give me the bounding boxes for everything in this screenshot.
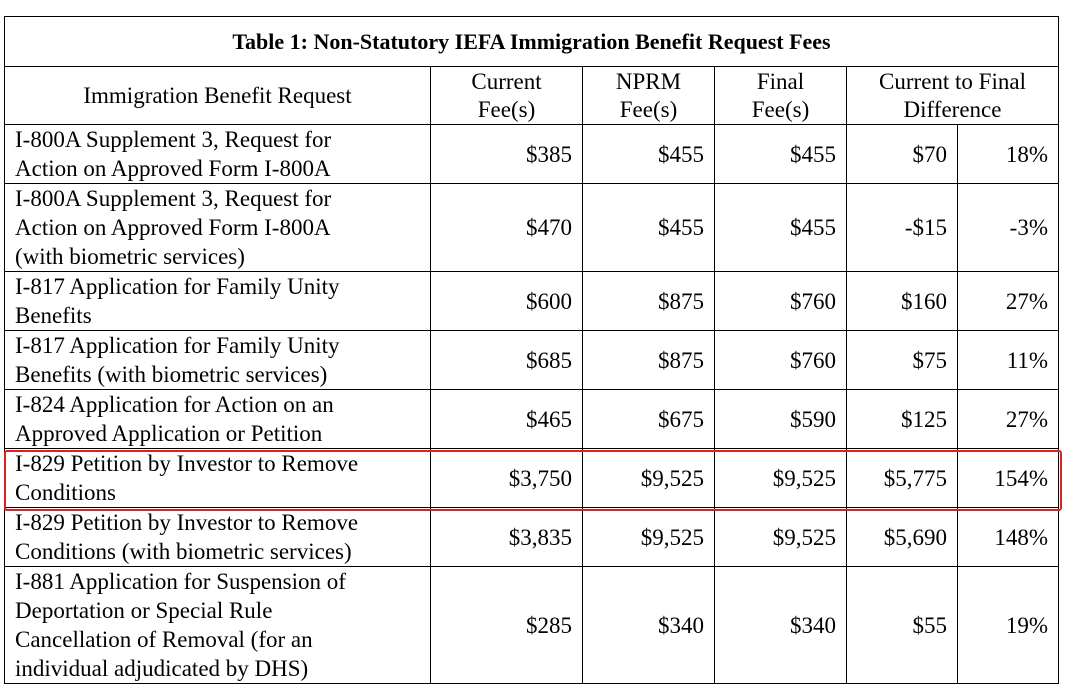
- request-line: I-817 Application for Family Unity: [15, 274, 340, 299]
- difference-amount-cell: $5,775: [847, 449, 958, 508]
- difference-percent-cell: 154%: [958, 449, 1059, 508]
- request-cell: [5, 184, 431, 272]
- request-line: Conditions: [15, 480, 116, 505]
- table-header-row: [5, 67, 1059, 125]
- header-difference-line-1: Current to Final: [879, 68, 1026, 94]
- final-fee-cell: $9,525: [715, 449, 847, 508]
- request-line: Action on Approved Form I-800A: [15, 215, 331, 240]
- table-row: [5, 184, 1059, 272]
- nprm-fee-cell: $340: [583, 567, 715, 684]
- request-cell: [5, 390, 431, 449]
- difference-amount-cell: $125: [847, 390, 958, 449]
- request-line: I-800A Supplement 3, Request for: [15, 127, 332, 152]
- nprm-fee-cell: $9,525: [583, 449, 715, 508]
- request-cell: [5, 508, 431, 567]
- request-line: Deportation or Special Rule: [15, 598, 273, 623]
- final-fee-cell: $590: [715, 390, 847, 449]
- header-nprm-line-2: Fee(s): [619, 96, 678, 122]
- table-title: Table 1: Non-Statutory IEFA Immigration Benefit Request Fees: [5, 17, 1059, 67]
- table-row: [5, 508, 1059, 567]
- request-cell: [5, 449, 431, 508]
- table-row: [5, 390, 1059, 449]
- fee-table-container: [4, 16, 1059, 684]
- difference-percent-cell: 27%: [958, 390, 1059, 449]
- final-fee-cell: $455: [715, 184, 847, 272]
- nprm-fee-cell: $9,525: [583, 508, 715, 567]
- table-row-highlighted: [5, 449, 1059, 508]
- difference-percent-cell: 148%: [958, 508, 1059, 567]
- nprm-fee-cell: $875: [583, 272, 715, 331]
- request-line: Approved Application or Petition: [15, 421, 323, 446]
- current-fee-cell: $600: [431, 272, 583, 331]
- current-fee-cell: $3,835: [431, 508, 583, 567]
- final-fee-cell: $760: [715, 331, 847, 390]
- difference-amount-cell: $55: [847, 567, 958, 684]
- table-row: [5, 125, 1059, 184]
- header-nprm-line-1: NPRM: [615, 68, 682, 94]
- request-line: Benefits (with biometric services): [15, 362, 328, 387]
- difference-percent-cell: -3%: [958, 184, 1059, 272]
- final-fee-cell: $9,525: [715, 508, 847, 567]
- final-fee-cell: $455: [715, 125, 847, 184]
- nprm-fee-cell: $875: [583, 331, 715, 390]
- final-fee-cell: $760: [715, 272, 847, 331]
- header-current-fee: [431, 67, 583, 125]
- request-line: I-829 Petition by Investor to Remove: [15, 510, 359, 535]
- current-fee-cell: $3,750: [431, 449, 583, 508]
- header-nprm-fee: [583, 67, 715, 125]
- request-line: Action on Approved Form I-800A: [15, 156, 331, 181]
- difference-amount-cell: $70: [847, 125, 958, 184]
- difference-amount-cell: $160: [847, 272, 958, 331]
- table-row: [5, 567, 1059, 684]
- request-cell: [5, 272, 431, 331]
- difference-percent-cell: 27%: [958, 272, 1059, 331]
- request-cell: [5, 331, 431, 390]
- header-final-line-2: Fee(s): [751, 96, 810, 122]
- difference-percent-cell: 11%: [958, 331, 1059, 390]
- current-fee-cell: $285: [431, 567, 583, 684]
- table-row: [5, 272, 1059, 331]
- nprm-fee-cell: $455: [583, 125, 715, 184]
- current-fee-cell: $465: [431, 390, 583, 449]
- header-final-fee: [715, 67, 847, 125]
- header-difference-line-2: Difference: [903, 96, 1002, 122]
- table-row: [5, 331, 1059, 390]
- header-difference: [847, 67, 1059, 125]
- header-current-line-2: Fee(s): [477, 96, 536, 122]
- request-cell: [5, 125, 431, 184]
- difference-amount-cell: $5,690: [847, 508, 958, 567]
- difference-amount-cell: $75: [847, 331, 958, 390]
- final-fee-cell: $340: [715, 567, 847, 684]
- difference-amount-cell: -$15: [847, 184, 958, 272]
- current-fee-cell: $685: [431, 331, 583, 390]
- request-line: I-800A Supplement 3, Request for: [15, 186, 332, 211]
- request-line: I-824 Application for Action on an: [15, 392, 334, 417]
- request-line: I-881 Application for Suspension of: [15, 569, 346, 594]
- request-line: I-829 Petition by Investor to Remove: [15, 451, 359, 476]
- fee-table: [4, 16, 1059, 684]
- request-line: I-817 Application for Family Unity: [15, 333, 340, 358]
- request-line: (with biometric services): [15, 244, 245, 269]
- request-line: Conditions (with biometric services): [15, 539, 352, 564]
- header-current-line-1: Current: [471, 68, 542, 94]
- request-line: Cancellation of Removal (for an: [15, 627, 313, 652]
- nprm-fee-cell: $675: [583, 390, 715, 449]
- header-request: Immigration Benefit Request: [5, 67, 431, 125]
- request-line: Benefits: [15, 303, 92, 328]
- difference-percent-cell: 19%: [958, 567, 1059, 684]
- request-cell: [5, 567, 431, 684]
- table-title-row: [5, 17, 1059, 67]
- difference-percent-cell: 18%: [958, 125, 1059, 184]
- current-fee-cell: $470: [431, 184, 583, 272]
- current-fee-cell: $385: [431, 125, 583, 184]
- nprm-fee-cell: $455: [583, 184, 715, 272]
- header-final-line-1: Final: [756, 68, 805, 94]
- request-line: individual adjudicated by DHS): [15, 656, 309, 681]
